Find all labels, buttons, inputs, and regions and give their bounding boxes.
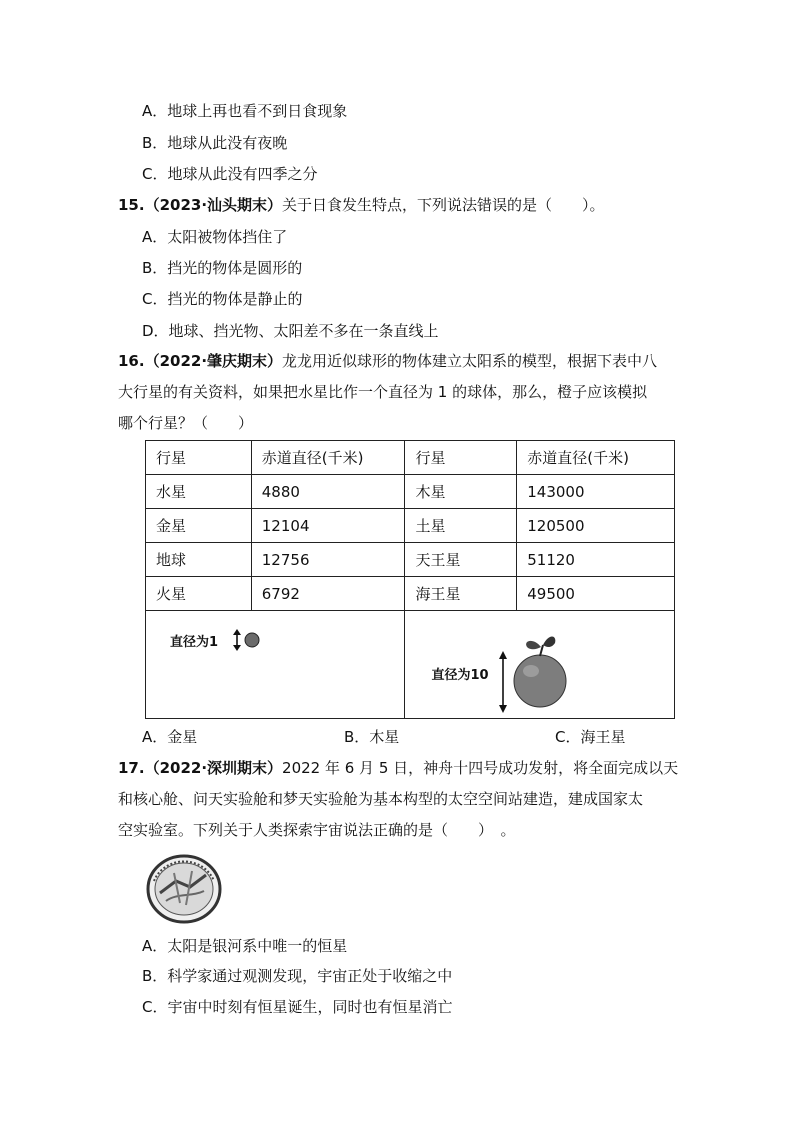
table-row — [146, 577, 675, 611]
table-cell: 4880 — [251, 475, 405, 509]
header-cell: 行星 — [146, 441, 252, 475]
table-cell: 木星 — [405, 475, 517, 509]
header-cell: 行星 — [405, 441, 517, 475]
table-image-row — [146, 611, 675, 719]
q16-stem-line3: 哪个行星？（ ） — [118, 414, 254, 432]
table-cell: 120500 — [517, 509, 675, 543]
table-header-row — [146, 441, 675, 475]
table-cell: 49500 — [517, 577, 675, 611]
q17-number: 17. — [118, 759, 145, 777]
q17-option-b: B．科学家通过观测发现，宇宙正处于收缩之中 — [142, 967, 453, 985]
q15-text: 关于日食发生特点，下列说法错误的是（ ）。 — [282, 196, 605, 214]
table-cell: 51120 — [517, 543, 675, 577]
mercury-diameter-label: 直径为1 — [170, 635, 219, 650]
table-cell: 12756 — [251, 543, 405, 577]
q17-option-a: A．太阳是银河系中唯一的恒星 — [142, 937, 348, 955]
q17-option-c: C．宇宙中时刻有恒星诞生，同时也有恒星消亡 — [142, 998, 453, 1016]
table-cell: 6792 — [251, 577, 405, 611]
small-ball-icon — [230, 628, 266, 652]
orange-diameter-label: 直径为10 — [431, 668, 489, 683]
table-row — [146, 509, 675, 543]
q15-stem — [118, 195, 605, 215]
table-cell: 12104 — [251, 509, 405, 543]
q15-source: （2023·汕头期末） — [144, 196, 283, 214]
header-cell: 赤道直径(千米) — [517, 441, 675, 475]
q16-option-b: B．木星 — [344, 728, 400, 746]
orange-model-cell — [405, 611, 675, 719]
table-cell: 143000 — [517, 475, 675, 509]
table-cell: 土星 — [405, 509, 517, 543]
table-row — [146, 543, 675, 577]
table-cell: 海王星 — [405, 577, 517, 611]
table-cell: 金星 — [146, 509, 252, 543]
q17-source: （2022·深圳期末） — [144, 759, 283, 777]
planet-table — [145, 440, 675, 719]
q15-option-c: C．挡光的物体是静止的 — [142, 290, 303, 308]
table-cell: 火星 — [146, 577, 252, 611]
q16-stem-line2: 大行星的有关资料，如果把水星比作一个直径为 1 的球体，那么，橙子应该模拟 — [118, 383, 648, 401]
q15-option-b: B．挡光的物体是圆形的 — [142, 259, 303, 277]
q15-number: 15. — [118, 196, 145, 214]
mercury-model-cell — [146, 611, 405, 719]
q16-number: 16. — [118, 352, 145, 370]
table-row — [146, 475, 675, 509]
space-station-emblem-icon — [146, 853, 224, 925]
header-cell: 赤道直径(千米) — [251, 441, 405, 475]
table-cell: 天王星 — [405, 543, 517, 577]
q17-text: 2022 年 6 月 5 日，神舟十四号成功发射，将全面完成以天 — [282, 759, 679, 777]
table-cell: 地球 — [146, 543, 252, 577]
q16-stem-line1 — [118, 351, 657, 371]
q15-option-a: A．太阳被物体挡住了 — [142, 228, 288, 246]
q17-stem-line3: 空实验室。下列关于人类探索宇宙说法正确的是（ ） 。 — [118, 821, 516, 839]
q16-option-a: A．金星 — [142, 728, 198, 746]
q14-option-c: C．地球从此没有四季之分 — [142, 165, 318, 183]
q14-option-b: B．地球从此没有夜晚 — [142, 134, 288, 152]
q16-option-c: C．海王星 — [555, 728, 626, 746]
q16-source: （2022·肇庆期末） — [144, 352, 283, 370]
table-cell: 水星 — [146, 475, 252, 509]
q17-stem-line2: 和核心舱、问天实验舱和梦天实验舱为基本构型的太空空间站建造，建成国家太 — [118, 790, 644, 808]
q17-stem-line1 — [118, 758, 678, 778]
q16-text: 龙龙用近似球形的物体建立太阳系的模型，根据下表中八 — [282, 352, 658, 370]
q15-option-d: D．地球、挡光物、太阳差不多在一条直线上 — [142, 322, 439, 340]
q14-option-a: A．地球上再也看不到日食现象 — [142, 102, 348, 120]
orange-icon — [497, 623, 577, 715]
